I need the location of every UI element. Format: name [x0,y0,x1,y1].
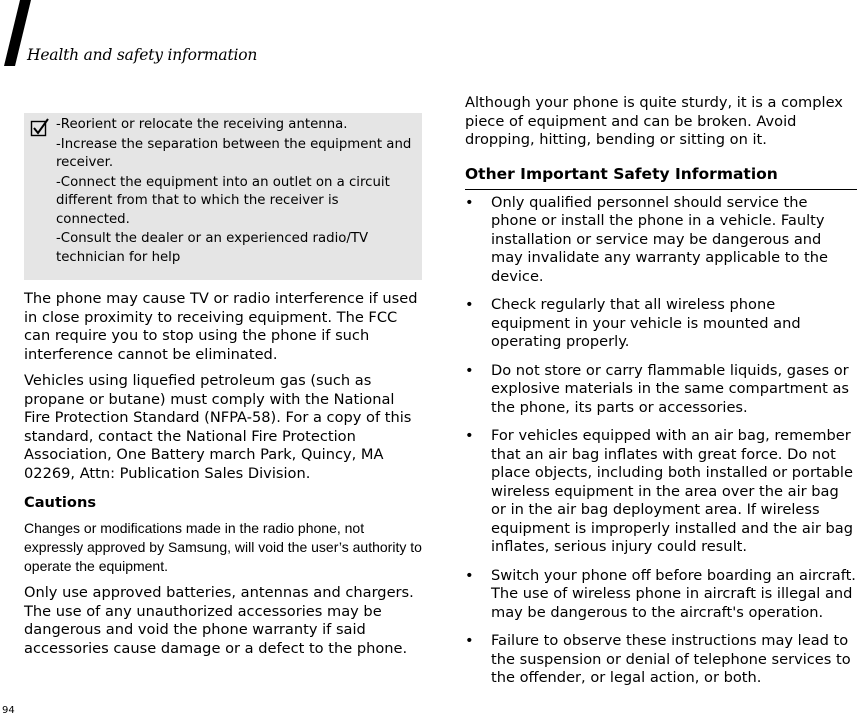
interference-paragraph: The phone may cause TV or radio interference if used in close proximity to receiving equipment. The FCC can require you to stop using the phone if such interference cannot be eliminated. [24,290,418,363]
section-heading: Other Important Safety Information [465,164,857,190]
list-item-text: Only qualified personnel should service the phone or install the phone in a vehicle. Faulty installation or service may be dangerous and may invalidate any warranty applicable to the device. [491,193,828,285]
list-item [465,362,857,418]
note-item: -Increase the separation between the equipment and receiver. [56,136,412,170]
list-item-text: Switch your phone off before boarding an aircraft. The use of wireless phone in aircraft is illegal and may be dangerous to the aircraft's operation. [491,566,856,621]
bullet-icon: • [465,361,474,379]
checkbox-check-icon [30,118,50,138]
note-box [24,113,422,280]
list-item [465,427,857,557]
list-item [465,632,857,688]
sturdy-phone-paragraph: Although your phone is quite sturdy, it is a complex piece of equipment and can be broken. Avoid dropping, hitting, bending or sitting on it. [465,94,843,148]
bullet-icon: • [465,566,474,584]
list-item [465,296,857,352]
right-column [465,94,857,698]
bullet-icon: • [465,427,474,444]
list-item-text: Failure to observe these instructions may lead to the suspension or denial of telephone services to the offender, or legal action, or both. [491,632,851,686]
page-header-title: Health and safety information [27,46,258,64]
list-item-text: Check regularly that all wireless phone equipment in your vehicle is mounted and operating properly. [491,296,801,350]
lpg-vehicles-paragraph: Vehicles using liquefied petroleum gas (such as propane or butane) must comply with the National Fire Protection Standard (NFPA-58). For a copy of this standard, contact the National Fire Protection Association, One Battery march Park, Quincy, MA 02269, Attn: Publication Sales Division. [24,372,412,482]
cautions-paragraph: Changes or modifications made in the radio phone, not expressly approved by Samsung, will void the user’s authority to operate the equipment. [24,520,422,574]
note-item: -Connect the equipment into an outlet on a circuit different from that to which the receiver is connected. [56,174,390,227]
bullet-icon: • [465,296,474,313]
note-item: -Reorient or relocate the receiving antenna. [56,117,348,132]
list-item-text: For vehicles equipped with an air bag, remember that an air bag inflates with great force. Do not place objects, including both installed or portable wireless equipment in the area over the air bag or in the air bag deployment area. If wireless equipment is improperly installed and the air bag inflates, serious injury could result. [491,427,853,555]
safety-bullet-list [465,194,857,688]
list-item [465,567,857,623]
approved-accessories-paragraph: Only use approved batteries, antennas and chargers. The use of any unauthorized accessories may be dangerous and void the phone warranty if said accessories cause damage or a defect to the phone. [24,584,414,657]
list-item-text: Do not store or carry flammable liquids, gases or explosive materials in the same compartment as the phone, its parts or accessories. [491,361,850,416]
page-number: 94 [2,705,15,716]
list-item [465,194,857,287]
bullet-icon: • [465,193,474,211]
note-item: -Consult the dealer or an experienced radio/TV technician for help [56,231,369,265]
bullet-icon: • [465,632,474,649]
cautions-heading: Cautions [24,494,97,511]
left-column [24,113,422,666]
